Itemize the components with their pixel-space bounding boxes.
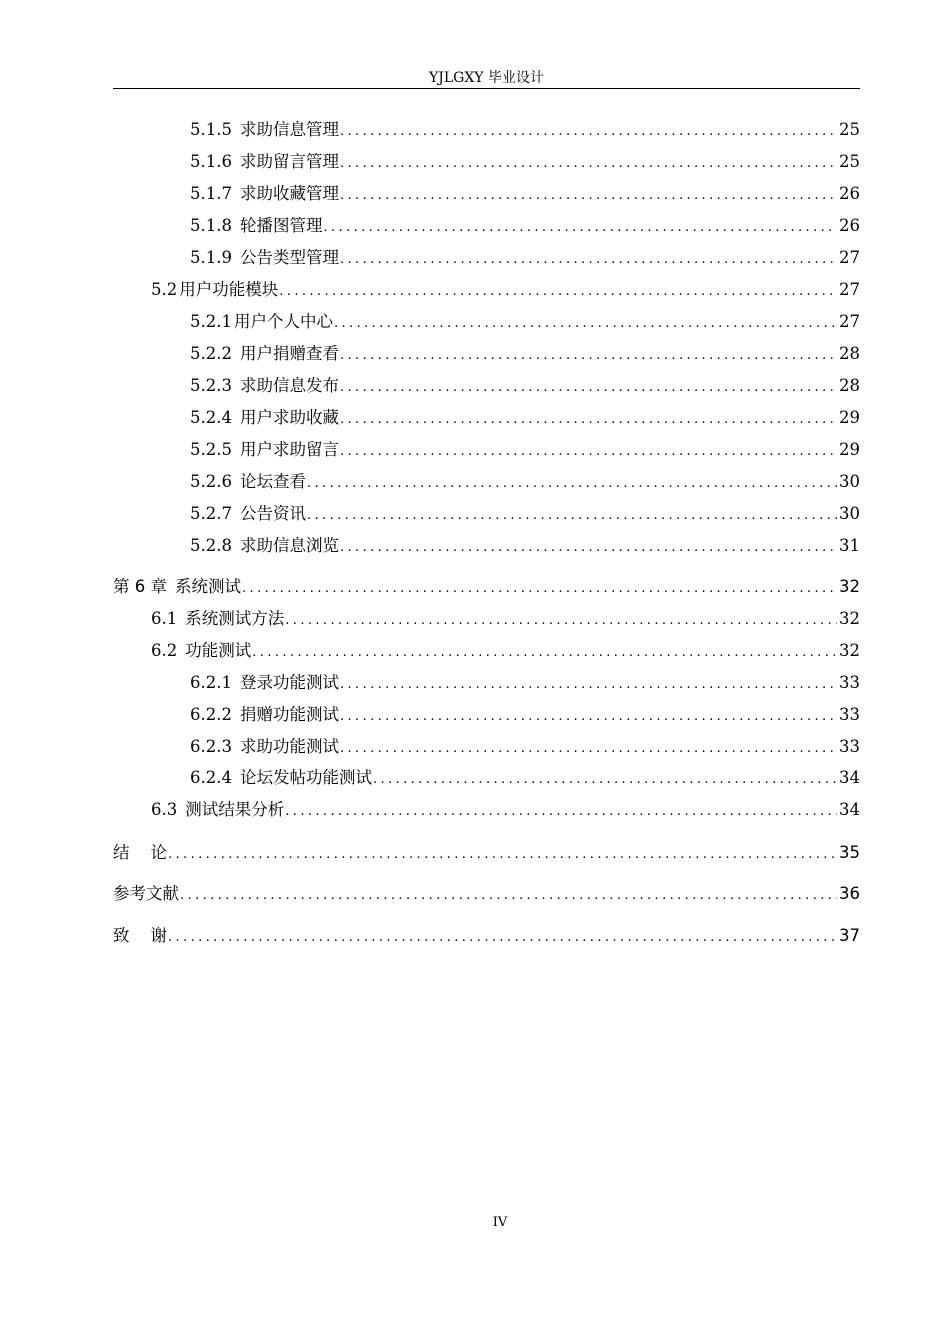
toc-entry[interactable]: [113, 574, 860, 600]
toc-entry-number: 5.2.2: [190, 344, 232, 363]
toc-leader-dots: [339, 736, 837, 762]
toc-entry-page: 26: [839, 184, 860, 203]
toc-entry-title: 功能测试: [185, 641, 252, 660]
toc-entry[interactable]: [190, 117, 860, 143]
toc-leader-dots: [339, 439, 837, 465]
toc-entry-title: 用户求助留言: [239, 440, 339, 459]
toc-entry-title: 用户求助收藏: [239, 408, 339, 427]
toc-leader-dots: [322, 215, 837, 241]
toc-entry-number: 5.1.9: [190, 248, 232, 267]
toc-entry-number: 5.2.7: [190, 504, 232, 523]
toc-entry[interactable]: [113, 923, 860, 949]
toc-leader-dots: [284, 799, 837, 825]
toc-entry-page: 25: [839, 152, 860, 171]
toc-leader-dots: [167, 925, 837, 951]
toc-leader-dots: [179, 883, 837, 909]
toc-entry-title: 求助信息发布: [239, 376, 339, 395]
toc-entry-page: 27: [839, 248, 860, 267]
toc-entry-page: 35: [839, 843, 860, 862]
toc-entry[interactable]: [190, 734, 860, 760]
toc-entry-page: 28: [839, 344, 860, 363]
toc-entry-title: 求助信息浏览: [239, 536, 339, 555]
toc-entry[interactable]: [190, 469, 860, 495]
toc-entry-title: 求助信息管理: [239, 120, 339, 139]
toc-entry-page: 31: [839, 536, 860, 555]
toc-entry[interactable]: [190, 149, 860, 175]
toc-entry-title: 用户捐赠查看: [239, 344, 339, 363]
toc-leader-dots: [339, 343, 837, 369]
toc-entry-number: 5.2: [151, 280, 178, 299]
toc-entry-page: 34: [839, 768, 860, 787]
toc-leader-dots: [306, 503, 837, 529]
toc-entry-title: 公告类型管理: [239, 248, 339, 267]
page-header: [113, 68, 860, 89]
toc-entry-page: 27: [839, 312, 860, 331]
toc-entry-title: 求助留言管理: [239, 152, 339, 171]
toc-entry-title: 系统测试方法: [185, 609, 285, 628]
toc-entry-number: 5.2.1: [190, 312, 232, 331]
page-footer: [0, 1214, 950, 1232]
toc-entry-title: 求助收藏管理: [239, 184, 339, 203]
toc-leader-dots: [306, 471, 837, 497]
toc-entry-title: 轮播图管理: [239, 216, 323, 235]
toc-entry-title: 论坛查看: [239, 472, 306, 491]
toc-entry-page: 33: [839, 705, 860, 724]
toc-entry-page: 33: [839, 673, 860, 692]
toc-leader-dots: [251, 640, 837, 666]
header-text: YJLGXY 毕业设计: [429, 70, 544, 86]
toc-entry[interactable]: [190, 309, 860, 335]
toc-entry-number: 6.2.2: [190, 705, 232, 724]
toc-entry-page: 30: [839, 504, 860, 523]
toc-entry-page: 36: [839, 884, 860, 903]
toc-leader-dots: [333, 311, 837, 337]
toc-entry[interactable]: [190, 213, 860, 239]
toc-entry-page: 37: [839, 926, 860, 945]
toc-entry-page: 25: [839, 120, 860, 139]
toc-entry-number: 6.2.4: [190, 768, 232, 787]
toc-entry[interactable]: [190, 702, 860, 728]
toc-entry-page: 33: [839, 737, 860, 756]
toc-leader-dots: [278, 279, 837, 305]
toc-entry[interactable]: [190, 181, 860, 207]
toc-entry-page: 32: [839, 609, 860, 628]
toc-entry[interactable]: [190, 245, 860, 271]
toc-leader-dots: [339, 704, 837, 730]
toc-entry[interactable]: [151, 797, 860, 823]
toc-entry-page: 32: [839, 577, 860, 596]
toc-entry-number: 5.1.6: [190, 152, 232, 171]
toc-entry-number: 6.2.1: [190, 673, 232, 692]
toc-entry-page: 29: [839, 440, 860, 459]
toc-entry-title: 用户功能模块: [179, 280, 279, 299]
toc-entry-page: 28: [839, 376, 860, 395]
toc-entry[interactable]: [190, 437, 860, 463]
toc-leader-dots: [372, 767, 837, 793]
toc-entry-number: 5.2.3: [190, 376, 232, 395]
toc-entry-title: 致 谢: [113, 926, 167, 945]
toc-entry-number: 6.1: [151, 609, 178, 628]
toc-entry-number: 5.2.5: [190, 440, 232, 459]
toc-entry-number: 6.2: [151, 641, 178, 660]
toc-entry-title: 结 论: [113, 843, 167, 862]
toc-leader-dots: [339, 119, 837, 145]
toc-entry[interactable]: [190, 501, 860, 527]
toc-entry[interactable]: [113, 840, 860, 866]
toc-entry[interactable]: [113, 881, 860, 907]
toc-leader-dots: [339, 151, 837, 177]
toc-leader-dots: [339, 407, 837, 433]
toc-entry-number: 第 6 章: [113, 577, 167, 596]
toc-entry-title: 捐赠功能测试: [239, 705, 339, 724]
toc-entry[interactable]: [151, 638, 860, 664]
toc-leader-dots: [339, 375, 837, 401]
toc-leader-dots: [339, 183, 837, 209]
toc-entry-title: 测试结果分析: [185, 800, 285, 819]
toc-entry[interactable]: [151, 277, 860, 303]
toc-entry-title: 参考文献: [113, 884, 179, 903]
toc-leader-dots: [339, 672, 837, 698]
footer-page-number: IV: [492, 1215, 508, 1230]
toc-entry-page: 34: [839, 800, 860, 819]
toc-entry[interactable]: [151, 606, 860, 632]
toc-entry-number: 5.2.6: [190, 472, 232, 491]
toc-entry-number: 6.3: [151, 800, 178, 819]
toc-entry-number: 5.1.8: [190, 216, 232, 235]
toc-entry[interactable]: [190, 341, 860, 367]
toc-entry-title: 求助功能测试: [239, 737, 339, 756]
toc-entry-number: 5.1.5: [190, 120, 232, 139]
toc-entry-title: 系统测试: [175, 577, 241, 596]
toc-entry-page: 30: [839, 472, 860, 491]
toc-leader-dots: [284, 608, 837, 634]
toc-entry-title: 登录功能测试: [239, 673, 339, 692]
toc-entry-number: 6.2.3: [190, 737, 232, 756]
toc-entry-page: 29: [839, 408, 860, 427]
toc-entry[interactable]: [190, 533, 860, 559]
toc-entry-title: 用户个人中心: [233, 312, 333, 331]
toc-entry-title: 论坛发帖功能测试: [239, 768, 372, 787]
toc-entry-title: 公告资讯: [239, 504, 306, 523]
toc-entry-page: 26: [839, 216, 860, 235]
toc-leader-dots: [339, 247, 837, 273]
toc-entry-number: 5.2.8: [190, 536, 232, 555]
toc-entry[interactable]: [190, 670, 860, 696]
toc-leader-dots: [339, 535, 837, 561]
toc-entry-number: 5.2.4: [190, 408, 232, 427]
toc-entry[interactable]: [190, 765, 860, 791]
toc-entry[interactable]: [190, 373, 860, 399]
toc-leader-dots: [241, 576, 837, 602]
toc-entry-page: 32: [839, 641, 860, 660]
toc-entry-number: 5.1.7: [190, 184, 232, 203]
toc-entry-page: 27: [839, 280, 860, 299]
toc-leader-dots: [167, 842, 837, 868]
toc-entry[interactable]: [190, 405, 860, 431]
